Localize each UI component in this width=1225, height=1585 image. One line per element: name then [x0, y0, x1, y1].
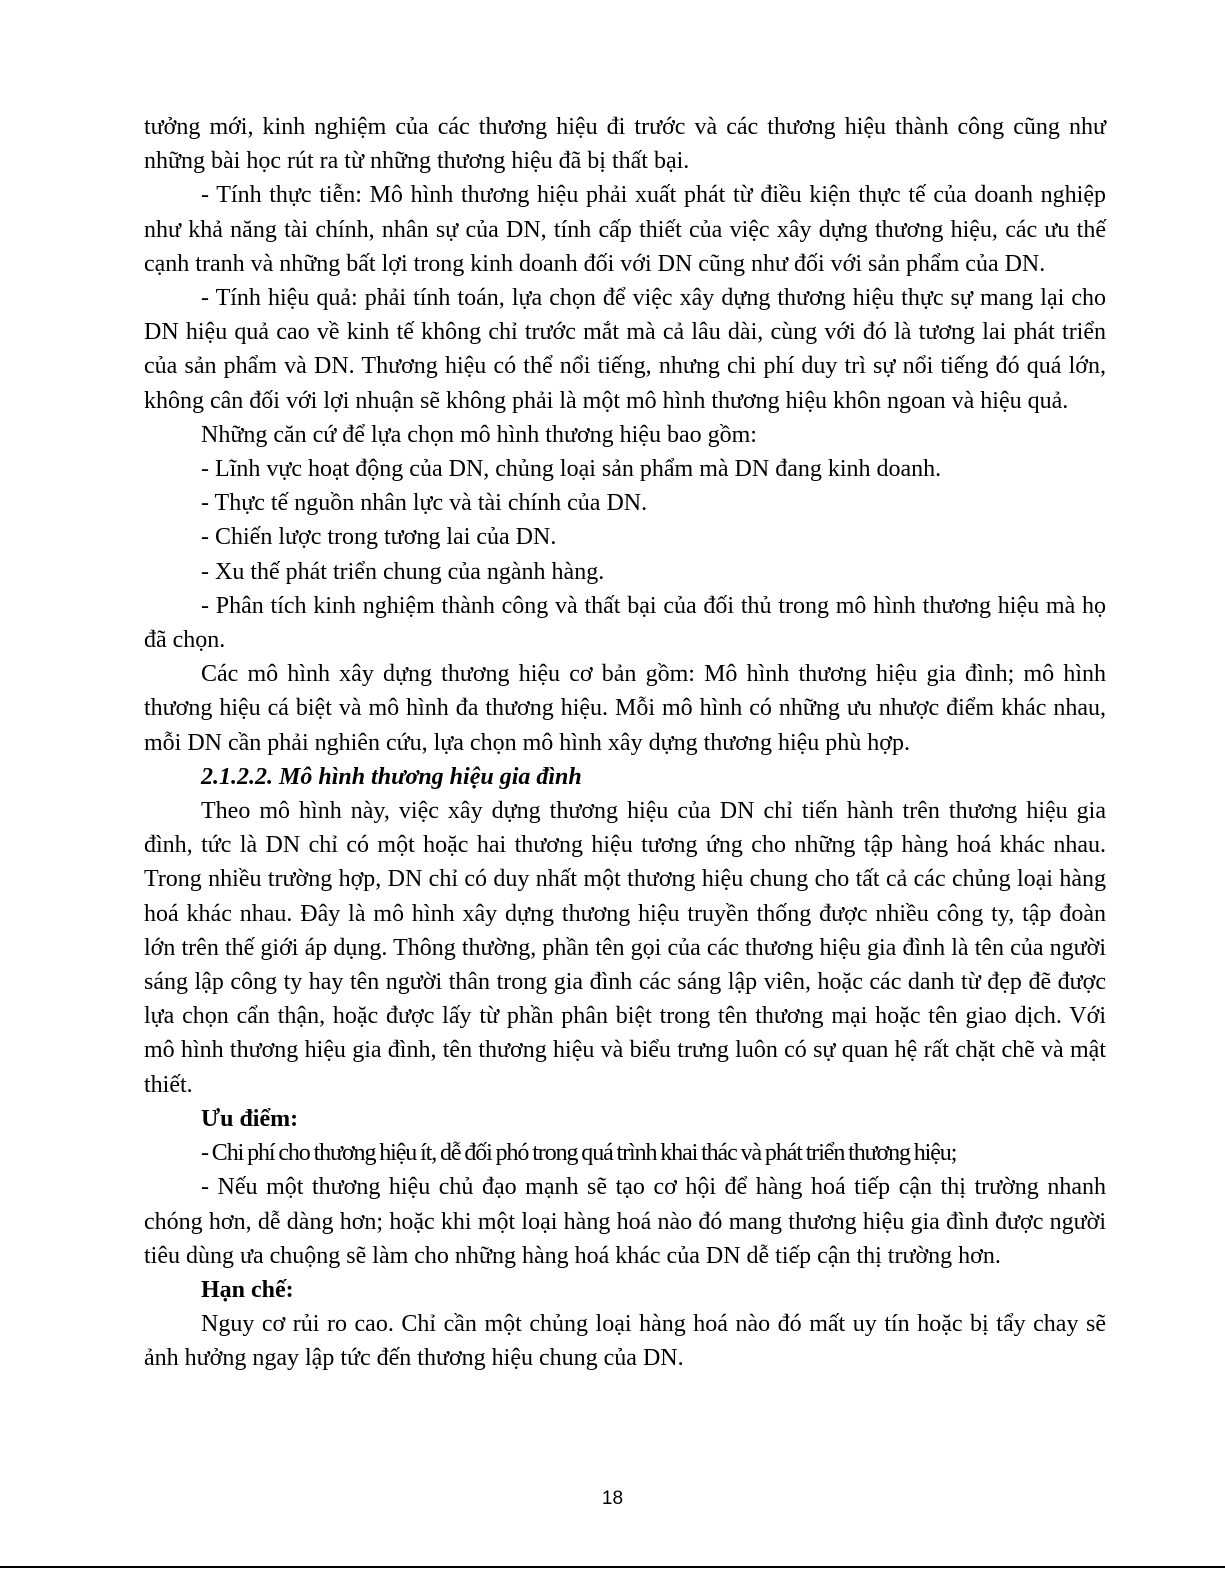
list-item: - Xu thế phát triển chung của ngành hàng. [201, 558, 605, 585]
list-item: - Phân tích kinh nghiệm thành công và thất bại của đối thủ trong mô hình thương hiệu mà họ đã chọn. [144, 592, 1106, 654]
limitations-label: Hạn chế: [201, 1276, 294, 1303]
list-item: - Lĩnh vực hoạt động của DN, chủng loại sản phẩm mà DN đang kinh doanh. [201, 456, 942, 483]
page-number: 18 [601, 1488, 624, 1509]
list-item: - Chiến lược trong tương lai của DN. [201, 524, 557, 551]
advantage-item: - Nếu một thương hiệu chủ đạo mạnh sẽ tạo cơ hội để hàng hoá tiếp cận thị trường nhanh chóng hơn, dễ dàng hơn; hoặc khi một loại hàng hoá nào đó mang thương hiệu gia đình được người tiêu dùng ưa chuộng sẽ làm cho những hàng hoá khác của DN dễ tiếp cận thị trường hơn. [144, 1174, 1106, 1269]
paragraph-criteria-intro: Những căn cứ để lựa chọn mô hình thương hiệu bao gồm: [201, 421, 757, 448]
paragraph-models-overview: Các mô hình xây dựng thương hiệu cơ bản gồm: Mô hình thương hiệu gia đình; mô hình thương hiệu cá biệt và mô hình đa thương hiệu. Mỗi mô hình có những ưu nhược điểm khác nhau, mỗi DN cần phải nghiên cứu, lựa chọn mô hình xây dựng thương hiệu phù hợp. [144, 661, 1106, 756]
limitations-text: Nguy cơ rủi ro cao. Chỉ cần một chủng loại hàng hoá nào đó mất uy tín hoặc bị tẩy chay sẽ ảnh hưởng ngay lập tức đến thương hiệu chung của DN. [144, 1311, 1106, 1372]
bottom-divider [0, 1566, 1225, 1568]
advantage-item: - Chi phí cho thương hiệu ít, dễ đối phó trong quá trình khai thác và phát triển thương hiệu; [201, 1140, 957, 1167]
advantages-label: Ưu điểm: [201, 1105, 299, 1132]
section-heading: 2.1.2.2. Mô hình thương hiệu gia đình [201, 763, 582, 790]
paragraph-family-brand: Theo mô hình này, việc xây dựng thương hiệu của DN chỉ tiến hành trên thương hiệu gia đình, tức là DN chỉ có một hoặc hai thương hiệu tương ứng cho những tập hàng hoá khác nhau. Trong nhiều trường hợp, DN chỉ có duy nhất một thương hiệu chung cho tất cả các chủng loại hàng hoá khác nhau. Đây là mô hình xây dựng thương hiệu truyền thống được nhiều công ty, tập đoàn lớn trên thế giới áp dụng. Thông thường, phần tên gọi của các thương hiệu gia đình là tên của người sáng lập công ty hay tên người thân trong gia đình các sáng lập viên, hoặc các danh từ đẹp đẽ được lựa chọn cẩn thận, hoặc được lấy từ phần phân biệt trong tên thương mại hoặc tên giao dịch. Với mô hình thương hiệu gia đình, tên thương hiệu và biểu trưng luôn có sự quan hệ rất chặt chẽ và mật thiết. [144, 798, 1106, 1098]
list-item: - Thực tế nguồn nhân lực và tài chính của DN. [201, 490, 648, 517]
paragraph-continuation: tưởng mới, kinh nghiệm của các thương hiệu đi trước và các thương hiệu thành công cũng như những bài học rút ra từ những thương hiệu đã bị thất bại. [144, 114, 1106, 175]
page-body [144, 110, 1106, 1376]
paragraph-effectiveness: - Tính hiệu quả: phải tính toán, lựa chọn để việc xây dựng thương hiệu thực sự mang lại cho DN hiệu quả cao về kinh tế không chỉ trước mắt mà cả lâu dài, cùng với đó là tương lai phát triển của sản phẩm và DN. Thương hiệu có thể nổi tiếng, nhưng chi phí duy trì sự nổi tiếng đó quá lớn, không cân đối với lợi nhuận sẽ không phải là một mô hình thương hiệu khôn ngoan và hiệu quả. [144, 285, 1106, 414]
paragraph-practicality: - Tính thực tiễn: Mô hình thương hiệu phải xuất phát từ điều kiện thực tế của doanh nghiệp như khả năng tài chính, nhân sự của DN, tính cấp thiết của việc xây dựng thương hiệu, các ưu thế cạnh tranh và những bất lợi trong kinh doanh đối với DN cũng như đối với sản phẩm của DN. [144, 182, 1106, 277]
